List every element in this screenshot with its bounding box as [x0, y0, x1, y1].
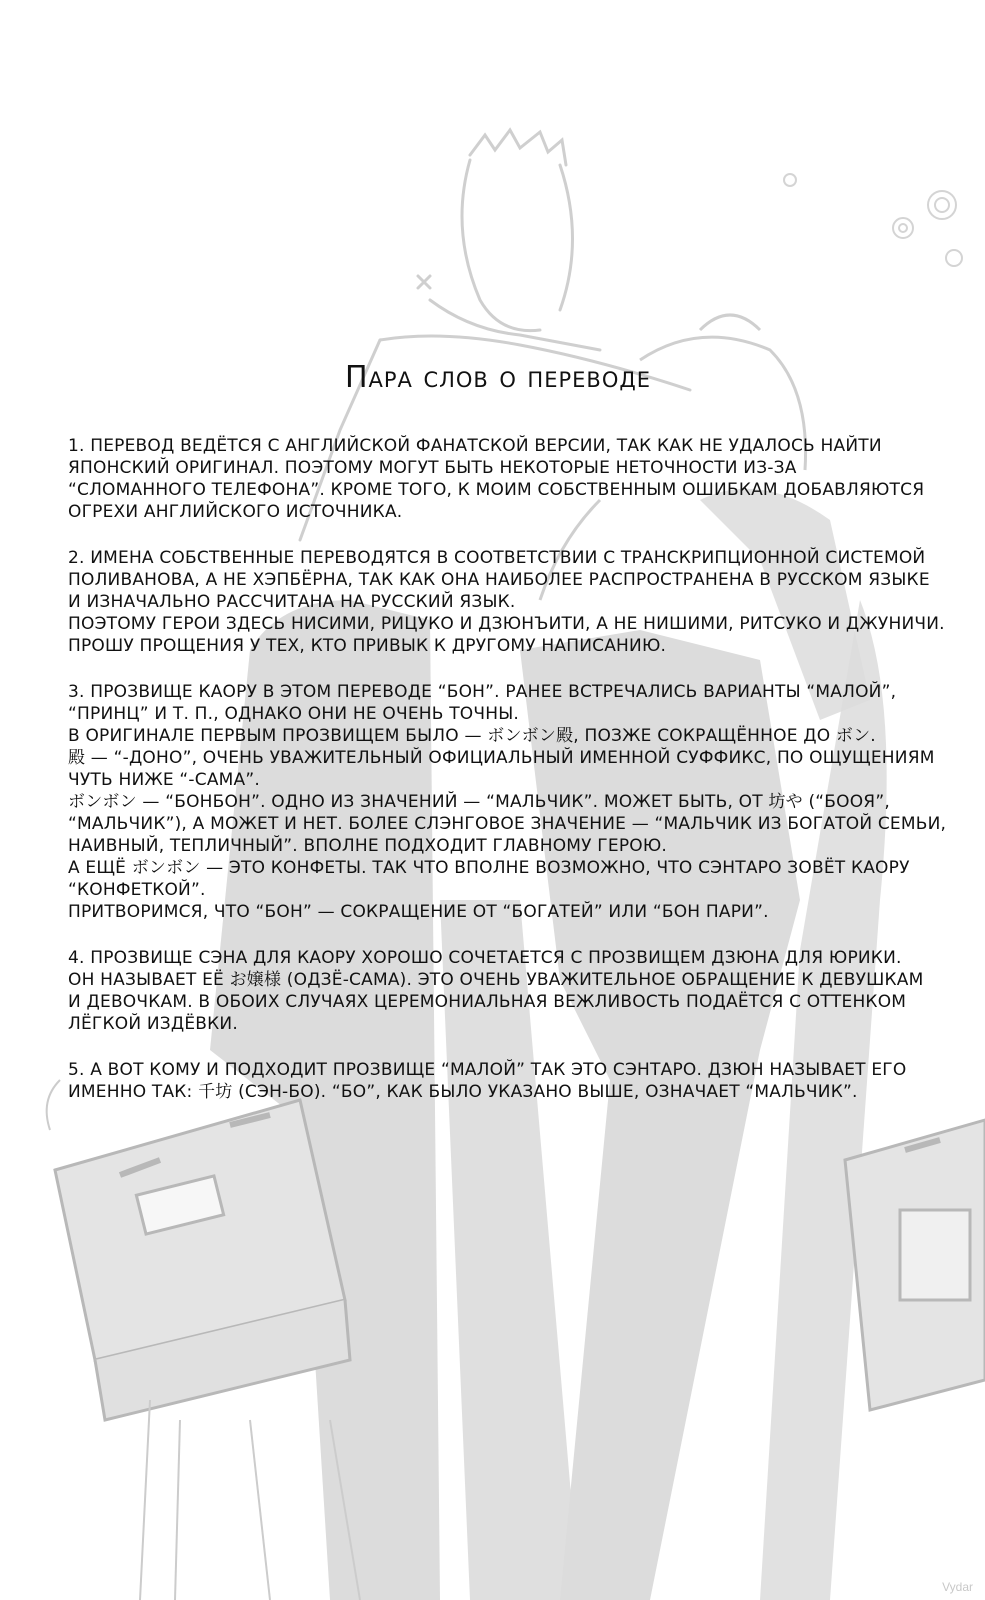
note-paragraph-5: [68, 1059, 928, 1103]
text-line: “СЛОМАННОГО ТЕЛЕФОНА”. КРОМЕ ТОГО, К МОИМ СОБСТВЕННЫМ ОШИБКАМ ДОБАВЛЯЮТСЯ: [68, 480, 925, 500]
text-line: А ЕЩЁ ボンボン — ЭТО КОНФЕТЫ. ТАК ЧТО ВПОЛНЕ ВОЗМОЖНО, ЧТО СЭНТАРО ЗОВЁТ КАОРУ: [68, 858, 910, 878]
text-line: 5. А ВОТ КОМУ И ПОДХОДИТ ПРОЗВИЩЕ “МАЛОЙ” ТАК ЭТО СЭНТАРО. ДЗЮН НАЗЫВАЕТ ЕГО: [68, 1060, 907, 1080]
right-satchel: [845, 1120, 985, 1410]
text-line: НАИВНЫЙ, ТЕПЛИЧНЫЙ”. ВПОЛНЕ ПОДХОДИТ ГЛАВНОМУ ГЕРОЮ.: [68, 836, 668, 856]
note-paragraph-4: [68, 947, 928, 1035]
text-line: ЛЁГКОЙ ИЗДЁВКИ.: [68, 1014, 238, 1034]
text-line: ПРОШУ ПРОЩЕНИЯ У ТЕХ, КТО ПРИВЫК К ДРУГОМУ НАПИСАНИЮ.: [68, 636, 667, 656]
text-line: “КОНФЕТКОЙ”.: [68, 880, 206, 900]
text-line: 2. ИМЕНА СОБСТВЕННЫЕ ПЕРЕВОДЯТСЯ В СООТВЕТСТВИИ С ТРАНСКРИПЦИОННОЙ СИСТЕМОЙ: [68, 548, 926, 568]
page-title: Пара слов о переводе: [344, 360, 652, 395]
translation-notes: [68, 360, 947, 1127]
text-line: “ПРИНЦ” И Т. П., ОДНАКО ОНИ НЕ ОЧЕНЬ ТОЧНЫ.: [68, 704, 520, 724]
note-paragraph-2: [68, 547, 945, 657]
text-line: ОГРЕХИ АНГЛИЙСКОГО ИСТОЧНИКА.: [68, 502, 403, 522]
text-line: 殿 — “-ДОНО”, ОЧЕНЬ УВАЖИТЕЛЬНЫЙ ОФИЦИАЛЬНЫЙ ИМЕННОЙ СУФФИКС, ПО ОЩУЩЕНИЯМ: [68, 748, 935, 768]
watermark: Vydar: [942, 1580, 973, 1594]
text-line: ЧУТЬ НИЖЕ “-САМА”.: [68, 770, 260, 790]
text-line: ПРИТВОРИМСЯ, ЧТО “БОН” — СОКРАЩЕНИЕ ОТ “БОГАТЕЙ” ИЛИ “БОН ПАРИ”.: [68, 902, 769, 922]
text-line: 3. ПРОЗВИЩЕ КАОРУ В ЭТОМ ПЕРЕВОДЕ “БОН”. РАНЕЕ ВСТРЕЧАЛИСЬ ВАРИАНТЫ “МАЛОЙ”,: [68, 682, 897, 702]
note-paragraph-1: [68, 435, 928, 523]
rose-decoration: [784, 174, 962, 266]
text-line: ОН НАЗЫВАЕТ ЕЁ お嬢様 (ОДЗЁ-САМА). ЭТО ОЧЕНЬ УВАЖИТЕЛЬНОЕ ОБРАЩЕНИЕ К ДЕВУШКАМ: [68, 970, 924, 990]
text-line: ЯПОНСКИЙ ОРИГИНАЛ. ПОЭТОМУ МОГУТ БЫТЬ НЕКОТОРЫЕ НЕТОЧНОСТИ ИЗ-ЗА: [68, 458, 797, 478]
text-line: ПОЭТОМУ ГЕРОИ ЗДЕСЬ НИСИМИ, РИЦУКО И ДЗЮНЪИТИ, А НЕ НИШИМИ, РИТСУКО И ДЖУНИЧИ.: [68, 614, 945, 634]
text-line: 4. ПРОЗВИЩЕ СЭНА ДЛЯ КАОРУ ХОРОШО СОЧЕТАЕТСЯ С ПРОЗВИЩЕМ ДЗЮНА ДЛЯ ЮРИКИ.: [68, 948, 902, 968]
text-line: 1. ПЕРЕВОД ВЕДЁТСЯ С АНГЛИЙСКОЙ ФАНАТСКОЙ ВЕРСИИ, ТАК КАК НЕ УДАЛОСЬ НАЙТИ: [68, 436, 882, 456]
text-line: И ДЕВОЧКАМ. В ОБОИХ СЛУЧАЯХ ЦЕРЕМОНИАЛЬНАЯ ВЕЖЛИВОСТЬ ПОДАЁТСЯ С ОТТЕНКОМ: [68, 992, 907, 1012]
left-satchel: [55, 1100, 350, 1420]
note-paragraph-3: [68, 681, 947, 923]
text-line: И ИЗНАЧАЛЬНО РАССЧИТАНА НА РУССКИЙ ЯЗЫК.: [68, 592, 516, 612]
text-line: ボンボン — “БОНБОН”. ОДНО ИЗ ЗНАЧЕНИЙ — “МАЛЬЧИК”. МОЖЕТ БЫТЬ, ОТ 坊や (“БООЯ”,: [68, 792, 890, 812]
text-line: В ОРИГИНАЛЕ ПЕРВЫМ ПРОЗВИЩЕМ БЫЛО — ボンボン殿, ПОЗЖЕ СОКРАЩЁННОЕ ДО ボン.: [68, 726, 876, 746]
text-line: ИМЕННО ТАК: 千坊 (СЭН-БО). “БО”, КАК БЫЛО УКАЗАНО ВЫШЕ, ОЗНАЧАЕТ “МАЛЬЧИК”.: [68, 1082, 858, 1102]
text-line: “МАЛЬЧИК”), А МОЖЕТ И НЕТ. БОЛЕЕ СЛЭНГОВОЕ ЗНАЧЕНИЕ — “МАЛЬЧИК ИЗ БОГАТОЙ СЕМЬИ,: [68, 814, 947, 834]
text-line: ПОЛИВАНОВА, А НЕ ХЭПБЁРНА, ТАК КАК ОНА НАИБОЛЕЕ РАСПРОСТРАНЕНА В РУССКОМ ЯЗЫКЕ: [68, 570, 930, 590]
